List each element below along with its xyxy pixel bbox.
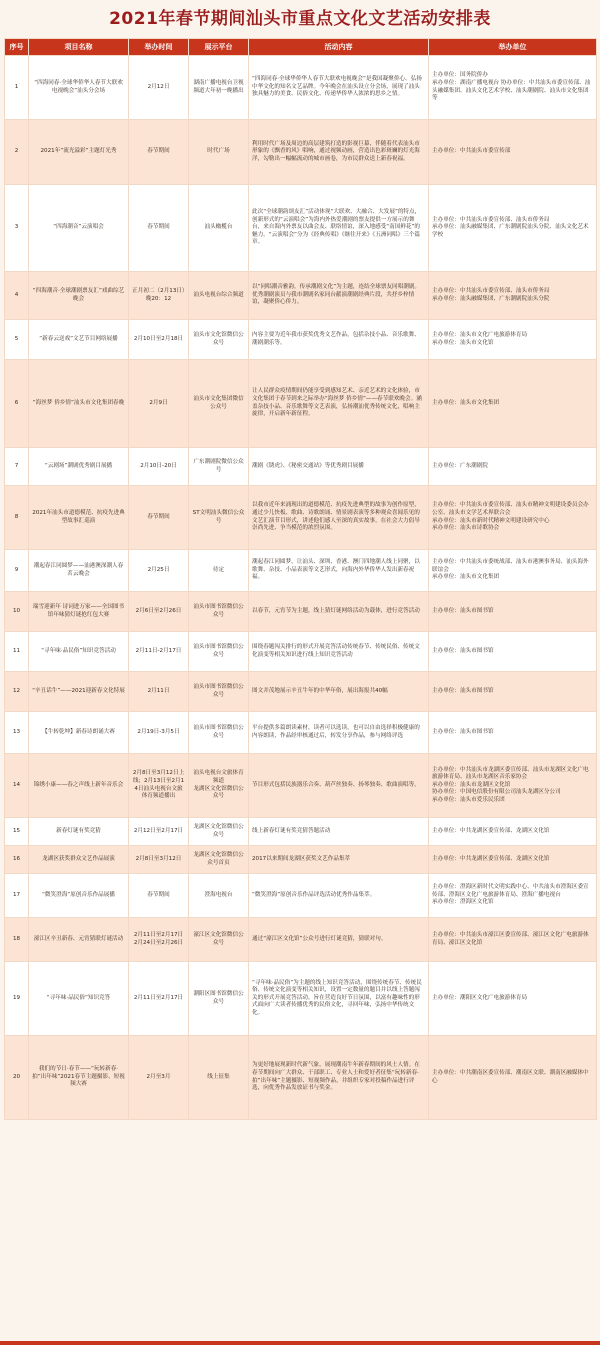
cell-content: 通过“濠江区文化馆”公众号进行灯谜竞猜，猜联对句。 xyxy=(249,918,429,962)
table-row xyxy=(5,185,597,272)
table-row xyxy=(5,320,597,360)
cell-platform: 汕头市图书馆微信公众号 xyxy=(189,672,249,712)
cell-no: 12 xyxy=(5,672,29,712)
cell-platform: 汕头市文化馆微信公众号 xyxy=(189,320,249,360)
cell-org: 主办单位：汕头市图书馆 xyxy=(429,712,597,754)
cell-time: 2月11日-2月17日 xyxy=(129,632,189,672)
cell-time: 春节期间 xyxy=(129,486,189,550)
table-row xyxy=(5,1036,597,1120)
page-title: 2021年春节期间汕头市重点文化文艺活动安排表 xyxy=(109,9,491,29)
table-row xyxy=(5,918,597,962)
cell-content: 线上新春灯谜有奖竞猜答题活动 xyxy=(249,818,429,846)
cell-content: 图文并茂地展示辛丑牛年的中华年俗，展出海报共40幅 xyxy=(249,672,429,712)
cell-time: 春节期间 xyxy=(129,874,189,918)
cell-no: 20 xyxy=(5,1036,29,1120)
cell-org: 主办单位：汕头市图书馆 xyxy=(429,632,597,672)
cell-org: 主办单位：中共龙湖区委宣传部、龙湖区文化馆 xyxy=(429,818,597,846)
cell-name: “辛丑话牛”——2021迎新春文化特展 xyxy=(29,672,129,712)
cell-name: “云剧场”潮剧优秀剧目展播 xyxy=(29,448,129,486)
cell-no: 14 xyxy=(5,754,29,818)
cell-time: 春节期间 xyxy=(129,185,189,272)
cell-content: “微笑澄海”原创音乐作品评选活动优秀作品集萃。 xyxy=(249,874,429,918)
cell-platform: 广东潮剧院微信公众号 xyxy=(189,448,249,486)
cell-no: 15 xyxy=(5,818,29,846)
header-org: 举办单位 xyxy=(429,39,597,56)
header-content: 活动内容 xyxy=(249,39,429,56)
cell-no: 16 xyxy=(5,846,29,874)
cell-platform: 线上征集 xyxy=(189,1036,249,1120)
cell-org: 主办单位：澄海区新时代文明实践中心、中共汕头市澄海区委宣传部、澄海区文化广电旅游体育局、澄海广播电视台 承办单位：澄海区文化馆 xyxy=(429,874,597,918)
cell-name: 锦绣小康——春之声线上新年音乐会 xyxy=(29,754,129,818)
table-row xyxy=(5,712,597,754)
table-row xyxy=(5,56,597,120)
cell-no: 6 xyxy=(5,360,29,448)
cell-platform: 龙湖区文化馆微信公众号 xyxy=(189,818,249,846)
table-row xyxy=(5,818,597,846)
cell-content: 利用时代广场及周边的高层建筑打造的影视巨幕，伴随着代表汕头市形象的《飘香的风》唱响，通过视频动画，营造出色彩斑斓的灯光海洋，勾勒出一幅幅流动的城市画卷，为市民群众送上新春祝福。 xyxy=(249,120,429,185)
cell-content: 以春节，元宵节为主题，线上猜灯谜网络活动为载体，进行竞答活动 xyxy=(249,592,429,632)
cell-name: “微笑澄海”原创音乐作品展播 xyxy=(29,874,129,918)
cell-name: “四海潮音”云演唱会 xyxy=(29,185,129,272)
cell-no: 10 xyxy=(5,592,29,632)
cell-platform: 汕头电视台综合频道 xyxy=(189,272,249,320)
cell-name: “四海同春·全球华侨华人春节大联欢电视晚会”汕头分会场 xyxy=(29,56,129,120)
table-body xyxy=(5,56,597,1120)
cell-time: 2月11日 xyxy=(129,672,189,712)
cell-name: “四海潮音·全球潮剧票友汇”戏曲综艺晚会 xyxy=(29,272,129,320)
cell-platform: 待定 xyxy=(189,550,249,592)
cell-time: 2月12日 xyxy=(129,56,189,120)
cell-platform: 龙湖区文化馆微信公众号首页 xyxy=(189,846,249,874)
cell-content: 平台提供多篇朗读素材，读者可以选读，也可以自由选择积极健康的内容朗读，作品经审核通过后，转发分享作品，参与网络评选 xyxy=(249,712,429,754)
cell-content: 内容主要为近年我市获奖优秀文艺作品，包括杂技小品、音乐歌舞、潮剧潮乐等。 xyxy=(249,320,429,360)
cell-no: 19 xyxy=(5,962,29,1036)
header-time: 举办时间 xyxy=(129,39,189,56)
cell-org: 主办单位：广东潮剧院 xyxy=(429,448,597,486)
table-row xyxy=(5,272,597,320)
cell-platform: 汕头市图书馆微信公众号 xyxy=(189,592,249,632)
table-row xyxy=(5,846,597,874)
cell-content: 让人民群众疫情期间仍能享受到感知艺术、亲近艺术的文化体验，市文化集团于春节到来之际举办“海丝梦 侨乡情”——春节联欢晚会。涵盖杂技小品、音乐歌舞等文艺表演，弘扬潮汕优秀传统文化，唱响主旋律，开启新年新征程。 xyxy=(249,360,429,448)
cell-time: 2月10日-20日 xyxy=(129,448,189,486)
cell-org: 主办单位：中共汕头市委宣传部 xyxy=(429,120,597,185)
table-header-row xyxy=(5,39,597,56)
cell-org: 主办单位：中共汕头市委宣传部、汕头市侨务局 承办单位：汕头融媒集团、广东潮剧院汕头分院 xyxy=(429,272,597,320)
cell-time: 2月12日至2月17日 xyxy=(129,818,189,846)
cell-no: 5 xyxy=(5,320,29,360)
cell-platform: ST文明汕头微信公众号 xyxy=(189,486,249,550)
cell-no: 3 xyxy=(5,185,29,272)
cell-time: 2月8日至3月12日上线；2月13日至2月14日汕头电视台文旅体育频道播出 xyxy=(129,754,189,818)
cell-org: 主办单位：汕头市图书馆 xyxy=(429,592,597,632)
cell-time: 2月25日 xyxy=(129,550,189,592)
cell-org: 主办单位：中共汕头市濠江区委宣传部、濠江区文化广电旅游体育局、濠江区文化馆 xyxy=(429,918,597,962)
table-row xyxy=(5,672,597,712)
cell-name: 瑞雪迎新年 诗词进万家——全国图书馆年味猜灯谜抢红包大赛 xyxy=(29,592,129,632)
cell-no: 2 xyxy=(5,120,29,185)
cell-name: 龙湖区获奖群众文艺作品展演 xyxy=(29,846,129,874)
cell-no: 9 xyxy=(5,550,29,592)
table-row xyxy=(5,486,597,550)
cell-time: 2月8日至3月12日 xyxy=(129,846,189,874)
cell-no: 17 xyxy=(5,874,29,918)
cell-content: 潮剧《锈虎》、《秘密交通站》等优秀剧目展播 xyxy=(249,448,429,486)
cell-name: “寻年味·品民俗”知识竞答活动 xyxy=(29,632,129,672)
cell-platform: 时代广场 xyxy=(189,120,249,185)
cell-content: “四海同春·全球华侨华人春节大联欢电视晚会”是我国凝聚侨心、弘扬中华文化的知名文艺品牌。今年晚会在汕头设立分会场，展现了汕头独具魅力的美食、民俗文化、传递华侨华人浓浓的思乡之情。 xyxy=(249,56,429,120)
cell-org: 主办单位：潮阳区文化广电旅游体育局 xyxy=(429,962,597,1036)
cell-name: 2021年“流光溢彩”主题灯光秀 xyxy=(29,120,129,185)
cell-name: 2021年汕头市道德模范、抗疫先进典型故事汇巡演 xyxy=(29,486,129,550)
table-row xyxy=(5,120,597,185)
cell-name: 新春灯谜有奖竞猜 xyxy=(29,818,129,846)
cell-platform: 潮阳区图书馆微信公众号 xyxy=(189,962,249,1036)
cell-no: 1 xyxy=(5,56,29,120)
cell-time: 2月11日至2月17日 xyxy=(129,962,189,1036)
cell-platform: 汕头电视台文旅体育频道 龙湖区文化馆微信公众号 xyxy=(189,754,249,818)
cell-name: 我们的节日·春节——“玩转新春·拍”出年味”2021春节主题摄影、短视频大赛 xyxy=(29,1036,129,1120)
cell-content: 以“同唱潮音雅韵，传承潮剧文化”为主题，连结全球票友同唱潮剧。优秀潮剧演员与我市潮剧名家同台献演潮剧经典片段，共抒乡梓情谊，凝聚侨心侨力。 xyxy=(249,272,429,320)
table-row xyxy=(5,632,597,672)
cell-org: 主办单位：汕头市文化广电旅游体育局 承办单位：汕头市文化馆 xyxy=(429,320,597,360)
header-no: 序号 xyxy=(5,39,29,56)
cell-org: 主办单位：中共汕头市龙湖区委宣传部、汕头市龙湖区文化广电旅游体育局、汕头市龙湖区音乐家协会 承办单位：汕头市龙湖区文化馆 协办单位：中国电信股份有限公司汕头龙湖区分公司 承办单位：汕头市爱乐民乐团 xyxy=(429,754,597,818)
cell-name: “新春云送戏”文艺节目网络展播 xyxy=(29,320,129,360)
cell-org: 主办单位：中共汕头市委宣传部、汕头市侨务局 承办单位：汕头融媒集团、广东潮剧院汕头分院、汕头文化艺术学校 xyxy=(429,185,597,272)
table-row xyxy=(5,360,597,448)
cell-name: 潮起春江同圆梦——汕港澳深潮人春茗云晚会 xyxy=(29,550,129,592)
cell-name: 濠江区辛丑新春、元宵猜联灯谜活动 xyxy=(29,918,129,962)
cell-org: 主办单位：中共汕头市委宣传部、汕头市精神文明建设委员会办公室、汕头市文学艺术界联合会 承办单位：汕头市新时代精神文明建设研究中心 承办单位：汕头市诗歌协会 xyxy=(429,486,597,550)
table-row xyxy=(5,754,597,818)
table-row xyxy=(5,448,597,486)
cell-platform: 汕头市文化集团微信公众号 xyxy=(189,360,249,448)
cell-time: 2月11日至2月17日 2月24日至2月26日 xyxy=(129,918,189,962)
cell-platform: 湖南广播电视台卫视频道大年初一晚播出 xyxy=(189,56,249,120)
cell-no: 7 xyxy=(5,448,29,486)
cell-no: 13 xyxy=(5,712,29,754)
cell-content: 潮起春江同圆梦，让汕头、深圳、香港、澳门四地潮人线上同聚，以歌舞、杂技、小品表演等文艺形式，向海内外华侨华人发出新春祝福。 xyxy=(249,550,429,592)
cell-content: “寻年味·品民俗”为主题的线上知识竞答活动，围绕传统春节、传统民俗、传统文化演变等相关知识，设置一定数量的题目并以线上答题闯关的形式开展竞答活动。旨在营造良好节日氛围，以富有趣味性的形式面向广大读者传播优秀的民俗文化，寻回年味，弘扬中华传统文化。 xyxy=(249,962,429,1036)
cell-platform: 濠江区文化馆微信公众号 xyxy=(189,918,249,962)
cell-org: 主办单位：中共汕头市委统战部、汕头市港澳事务局、汕头海外联谊会 承办单位：汕头市文化集团 xyxy=(429,550,597,592)
cell-time: 2月至3月 xyxy=(129,1036,189,1120)
cell-time: 春节期间 xyxy=(129,120,189,185)
cell-content: 此次“全球潮韵颂友汇”活动体现“大联欢、大融合、大发展”的特点，创新形式的“云演唱会”为海内外热爱潮剧的票友提供一方展示的舞台，来自海内外票友以曲会友、联络情谊，深入地感受“南国鲜花”的魅力。“云演唱会”分为《经典传唱》《继往开来》《五洲同唱》三个篇章。 xyxy=(249,185,429,272)
cell-time: 2月6日至2月26日 xyxy=(129,592,189,632)
cell-name: 【牛转乾坤】新春诗朗诵大赛 xyxy=(29,712,129,754)
cell-org: 主办单位：中共龙湖区委宣传部、龙湖区文化馆 xyxy=(429,846,597,874)
cell-org: 主办单位：汕头市文化集团 xyxy=(429,360,597,448)
cell-content: 围绕春题闯关排行的形式开展竞答活动传统春节、传统民俗、传统文化演变等相关知识进行线上知识竞答活动 xyxy=(249,632,429,672)
cell-org: 主办单位：中共潮南区委宣传部、潮南区文联、潮南区融媒体中心 xyxy=(429,1036,597,1120)
cell-time: 2月19日-3月5日 xyxy=(129,712,189,754)
cell-platform: 澄海电视台 xyxy=(189,874,249,918)
header-name: 项目名称 xyxy=(29,39,129,56)
cell-content: 2017以来期间龙湖区获奖文艺作品集萃 xyxy=(249,846,429,874)
cell-time: 2月9日 xyxy=(129,360,189,448)
header-platform: 展示平台 xyxy=(189,39,249,56)
cell-no: 11 xyxy=(5,632,29,672)
cell-name: “寻年味·品民俗”知识竞答 xyxy=(29,962,129,1036)
cell-no: 4 xyxy=(5,272,29,320)
table-row xyxy=(5,592,597,632)
cell-content: 为更好地展现新时代新气象，展现潮南牛年新春期间的风土人情。在春节期间向广大群众、干部职工、专业人士和爱好者征集“玩转新春·拍”出年味”主题摄影、短视频作品，并组织专家对投稿作品进行评选，向优秀作品发放证书与奖金。 xyxy=(249,1036,429,1120)
cell-content: 节目形式包括民族器乐合奏、葫芦丝独奏、扬琴独奏、歌曲演唱等。 xyxy=(249,754,429,818)
bottom-divider xyxy=(0,1341,600,1345)
cell-org: 主办单位：汕头市图书馆 xyxy=(429,672,597,712)
schedule-table xyxy=(4,38,597,1120)
cell-org: 主办单位：国务院侨办 承办单位：湖南广播电视台 协办单位：中共汕头市委宣传部、汕头融媒集团、汕头文化艺术学校、汕头潮剧院、汕头市文化集团等 xyxy=(429,56,597,120)
cell-no: 8 xyxy=(5,486,29,550)
cell-platform: 汕头市图书馆微信公众号 xyxy=(189,712,249,754)
table-row xyxy=(5,962,597,1036)
table-row xyxy=(5,550,597,592)
table-row xyxy=(5,874,597,918)
cell-no: 18 xyxy=(5,918,29,962)
cell-time: 正月初二（2月13日）晚20：12 xyxy=(129,272,189,320)
cell-platform: 汕头市图书馆微信公众号 xyxy=(189,632,249,672)
cell-platform: 汕头橄榄台 xyxy=(189,185,249,272)
cell-name: “海丝梦 侨乡情”汕头市文化集团春晚 xyxy=(29,360,129,448)
cell-content: 以我市近年来涌现出的道德模范、抗疫先进典型的故事为创作原型，通过少儿快板、歌曲、诗歌朗诵、情景剧表演等多种观众喜闻乐见的文艺汇演节目形式，讲述他们感人至深的真实故事，在社会大力倡导崇尚先进、争当模范的浓烈氛围。 xyxy=(249,486,429,550)
cell-time: 2月10日至2月18日 xyxy=(129,320,189,360)
